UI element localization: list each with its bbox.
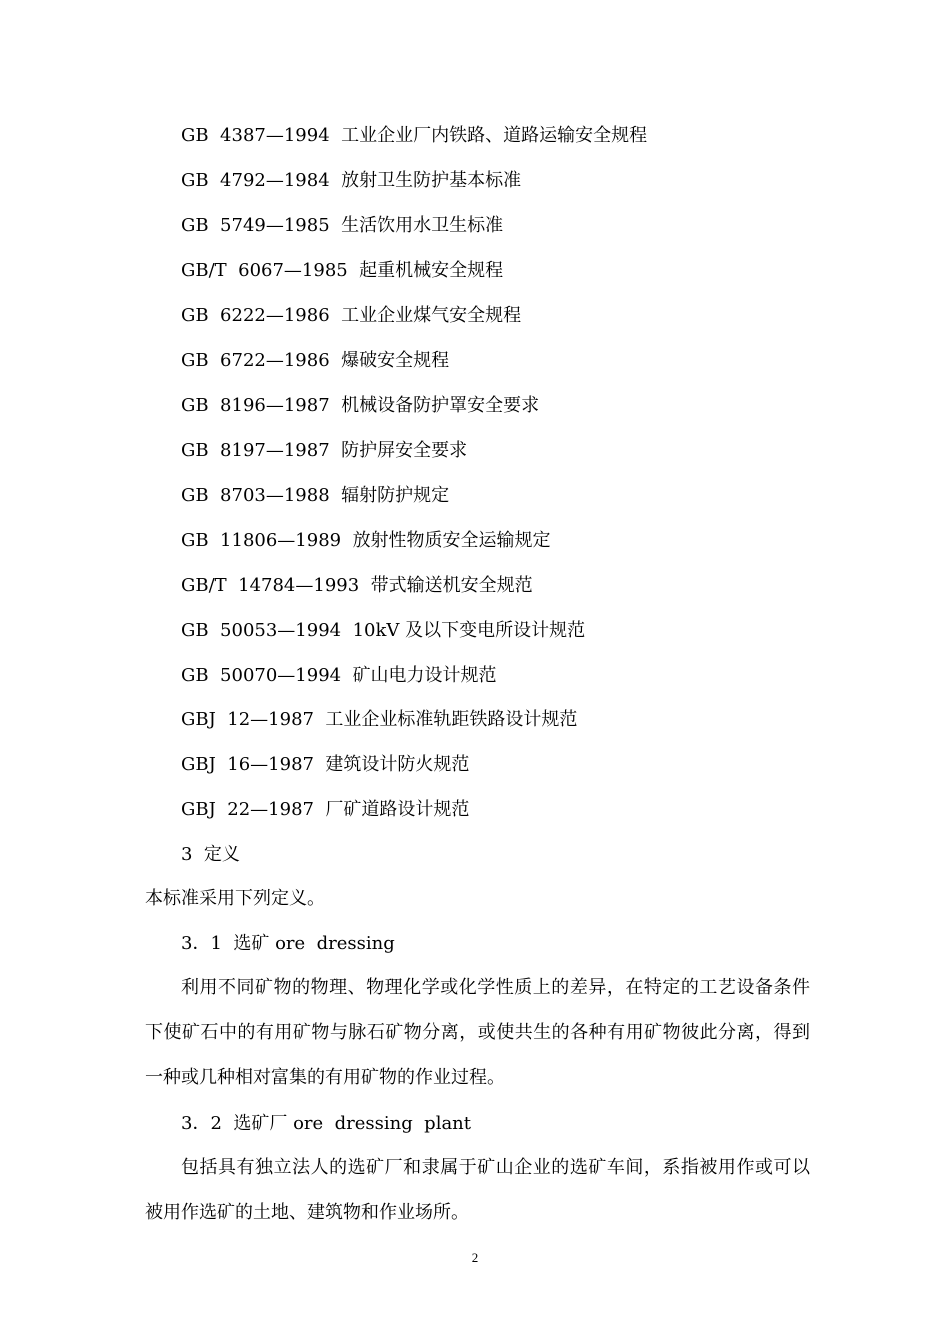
reference-item: GB 8197—1987 防护屏安全要求 bbox=[181, 440, 468, 461]
reference-item: GB 4792—1984 放射卫生防护基本标准 bbox=[181, 170, 522, 191]
reference-item: GB 6722—1986 爆破安全规程 bbox=[181, 350, 450, 371]
page-number: 2 bbox=[471, 1250, 479, 1265]
reference-item: GB 50070—1994 矿山电力设计规范 bbox=[181, 665, 497, 686]
reference-item: GB 5749—1985 生活饮用水卫生标准 bbox=[181, 215, 504, 236]
reference-item: GB/T 6067—1985 起重机械安全规程 bbox=[181, 260, 504, 281]
reference-item: GB/T 14784—1993 带式输送机安全规范 bbox=[181, 575, 533, 596]
definition-body: 包括具有独立法人的选矿厂和隶属于矿山企业的选矿车间，系指被用作或可以被用作选矿的土地、建筑物和作业场所。 bbox=[145, 1157, 810, 1223]
reference-item: GB 8703—1988 辐射防护规定 bbox=[181, 485, 450, 506]
section-intro: 本标准采用下列定义。 bbox=[145, 888, 325, 909]
reference-item: GB 6222—1986 工业企业煤气安全规程 bbox=[181, 305, 522, 326]
reference-item: GBJ 16—1987 建筑设计防火规范 bbox=[181, 754, 470, 775]
reference-item: GB 50053—1994 10kV 及以下变电所设计规范 bbox=[181, 620, 586, 641]
definition-term: 3．1 选矿 ore dressing bbox=[181, 933, 395, 954]
definition-body: 利用不同矿物的物理、物理化学或化学性质上的差异，在特定的工艺设备条件下使矿石中的有用矿物与脉石矿物分离，或使共生的各种有用矿物彼此分离，得到一种或几种相对富集的有用矿物的作业过程。 bbox=[145, 977, 810, 1088]
reference-item: GBJ 12—1987 工业企业标准轨距铁路设计规范 bbox=[181, 709, 578, 730]
definition-term: 3．2 选矿厂 ore dressing plant bbox=[181, 1113, 472, 1134]
reference-item: GB 4387—1994 工业企业厂内铁路、道路运输安全规程 bbox=[181, 125, 648, 146]
reference-item: GB 11806—1989 放射性物质安全运输规定 bbox=[181, 530, 551, 551]
section-heading: 3 定义 bbox=[181, 844, 240, 865]
reference-item: GB 8196—1987 机械设备防护罩安全要求 bbox=[181, 395, 540, 416]
reference-item: GBJ 22—1987 厂矿道路设计规范 bbox=[181, 799, 470, 820]
